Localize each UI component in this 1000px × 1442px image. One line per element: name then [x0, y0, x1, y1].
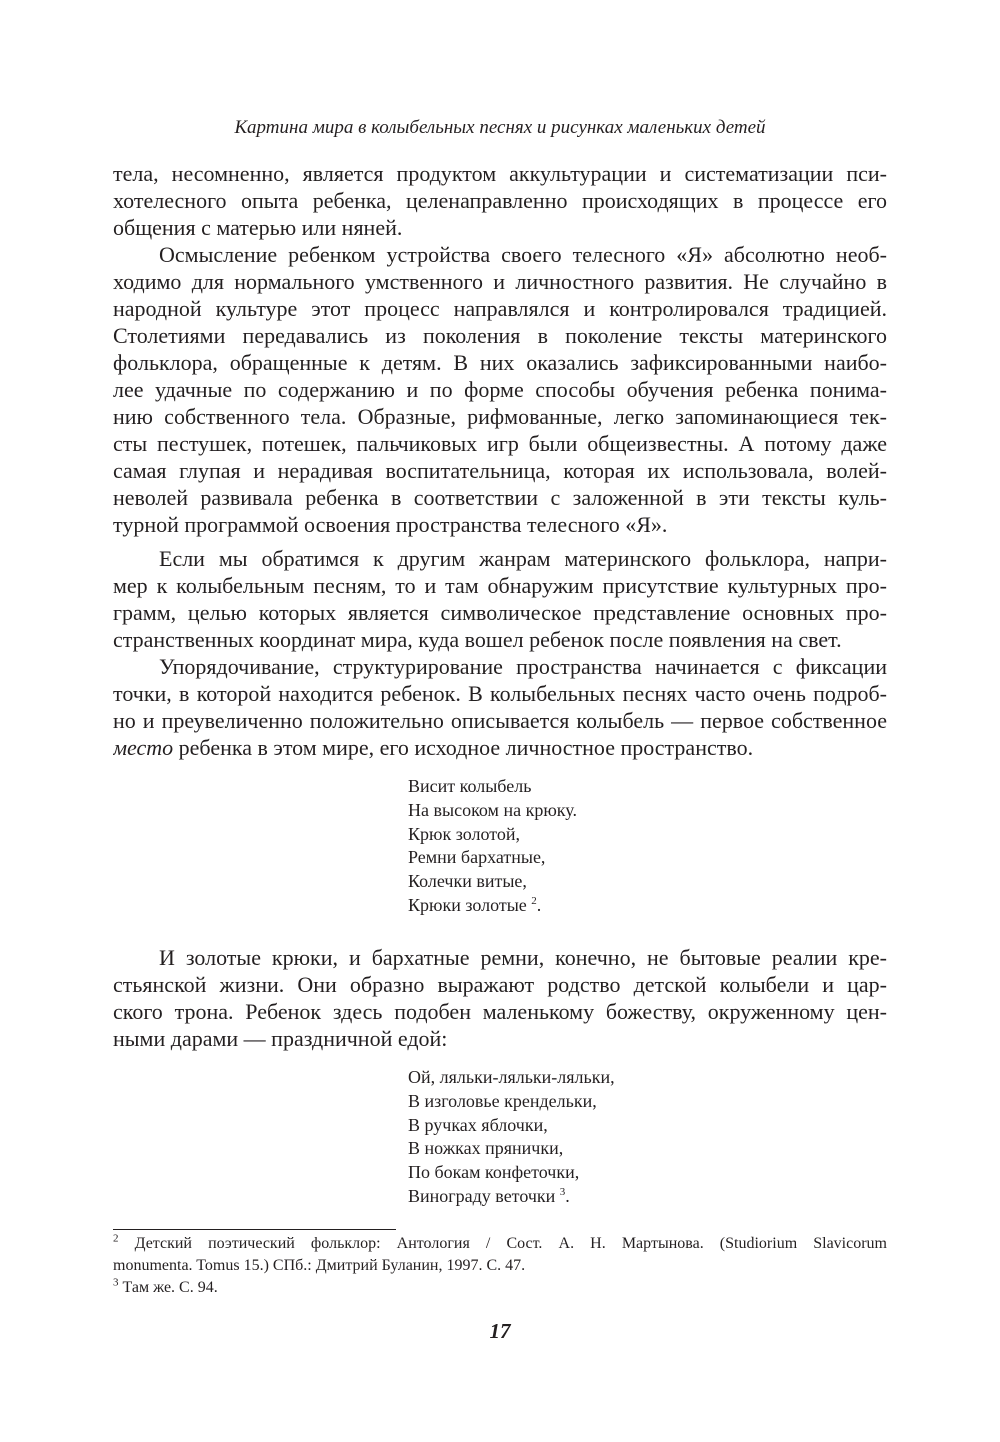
verse-text: Крюки золотые [408, 894, 527, 915]
text-line: хотелесного опыта ребенка, целенаправленно происходящих в процессе его [113, 188, 887, 213]
text-line: ского трона. Ребенок здесь подобен маленькому божеству, окруженному цен- [113, 999, 887, 1024]
text-line: фольклора, обращенные к детям. В них оказались зафиксированными наибо- [113, 350, 887, 375]
poem-verse: На высоком на крюку. [408, 799, 577, 820]
paragraph-5 [113, 944, 887, 1052]
text-line: Столетиями передавались из поколения в поколение тексты материнского [113, 323, 887, 348]
text-line: И золотые крюки, и бархатные ремни, конечно, не бытовые реалии кре- [159, 945, 887, 970]
text-line: грамм, целью которых является символическое представление основных про- [113, 600, 887, 625]
poem-verse: Ремни бархатные, [408, 847, 546, 868]
poem-verse: Крюк золотой, [408, 823, 520, 844]
footnote-3 [113, 1277, 887, 1299]
running-header: Картина мира в колыбельных песнях и рисунках маленьких детей [234, 117, 766, 138]
page-number: 17 [489, 1319, 511, 1343]
text-line: ходимо для нормального умственного и личностного развития. Не случайно в [113, 269, 887, 294]
poem-verse: В ручках яблочки, [408, 1114, 548, 1135]
text-line: лее удачные по содержанию и по форме способы обучения ребенка понима- [113, 377, 887, 402]
text-line: мер к колыбельным песням, то и там обнаружим присутствие культурных про- [113, 573, 887, 598]
poem-verse: Висит колыбель [408, 776, 532, 796]
poem-verse: Ой, ляльки-ляльки-ляльки, [408, 1067, 615, 1087]
poem-verse: В ножках прянички, [408, 1138, 564, 1159]
footnote-divider [113, 1229, 396, 1230]
verse-text: Винограду веточки [408, 1185, 556, 1206]
paragraph-3 [113, 545, 887, 653]
footnote-2 [113, 1233, 887, 1255]
paragraph-1 [113, 160, 887, 241]
poem-2 [408, 1066, 615, 1209]
text-line: самая глупая и нерадивая воспитательница, которая их использовала, волей- [113, 458, 887, 483]
footnote-reference[interactable]: 3 [559, 1185, 566, 1198]
paragraph-4 [113, 653, 887, 761]
text-line: точки, в которой находится ребенок. В колыбельных песнях часто очень подроб- [113, 681, 887, 706]
footnote-number: 2 [113, 1233, 119, 1245]
text-line [113, 734, 887, 761]
poem-verse: Колечки витые, [408, 871, 527, 892]
text-line: Осмысление ребенком устройства своего телесного «Я» абсолютно необ- [159, 242, 887, 267]
text-line: неволей развивала ребенка в соответствии с заложенной в эти тексты куль- [113, 485, 887, 510]
text-line: тела, несомненно, является продуктом аккультурации и систематизации пси- [113, 161, 887, 186]
text-line: странственных координат мира, куда вошел ребенок после появления на свет. [113, 627, 842, 652]
text-run: ребенка в этом мире, его исходное личностное пространство. [173, 735, 754, 760]
text-line: но и преувеличенно положительно описывается колыбель — первое собственное [113, 708, 887, 733]
text-line: ными дарами — праздничной едой: [113, 1026, 448, 1051]
text-line: турной программой освоения пространства телесного «Я». [113, 512, 668, 537]
footnote-reference[interactable]: 2 [531, 894, 537, 907]
text-line: Упорядочивание, структурирование пространства начинается с фиксации [159, 654, 887, 679]
text-line: Если мы обратимся к другим жанрам материнского фольклора, напри- [159, 546, 887, 571]
poem-verse: По бокам конфеточки, [408, 1162, 580, 1183]
emphasized-word: место [113, 735, 174, 760]
poem-1 [408, 775, 577, 918]
text-line: стьянской жизни. Они образно выражают родство детской колыбели и цар- [113, 972, 887, 997]
text-line: общения с матерью или няней. [113, 215, 403, 240]
verse-punct: . [536, 894, 542, 915]
poem-verse [408, 1185, 615, 1209]
poem-verse: В изголовье крендельки, [408, 1090, 597, 1111]
verse-punct: . [565, 1185, 570, 1206]
footnote-text: Там же. С. 94. [118, 1279, 218, 1296]
footnote-text: Детский поэтический фольклор: Антология / Сост. А. Н. Мартынова. (Studiorium Slavicorum [118, 1235, 887, 1252]
text-line: народной культуре этот процесс направлялся и контролировался традицией. [113, 296, 887, 321]
footnote-number: 3 [113, 1277, 119, 1289]
paragraph-2 [113, 241, 887, 538]
text-line: нию собственного тела. Образные, рифмованные, легко запоминающиеся тек- [113, 404, 887, 429]
poem-verse [408, 894, 577, 918]
footnote-2-continued: monumenta. Tomus 15.) СПб.: Дмитрий Буланин, 1997. С. 47. [113, 1257, 526, 1274]
footnotes [113, 1233, 887, 1299]
text-line: сты пестушек, потешек, пальчиковых игр были общеизвестны. А потому даже [113, 431, 887, 456]
